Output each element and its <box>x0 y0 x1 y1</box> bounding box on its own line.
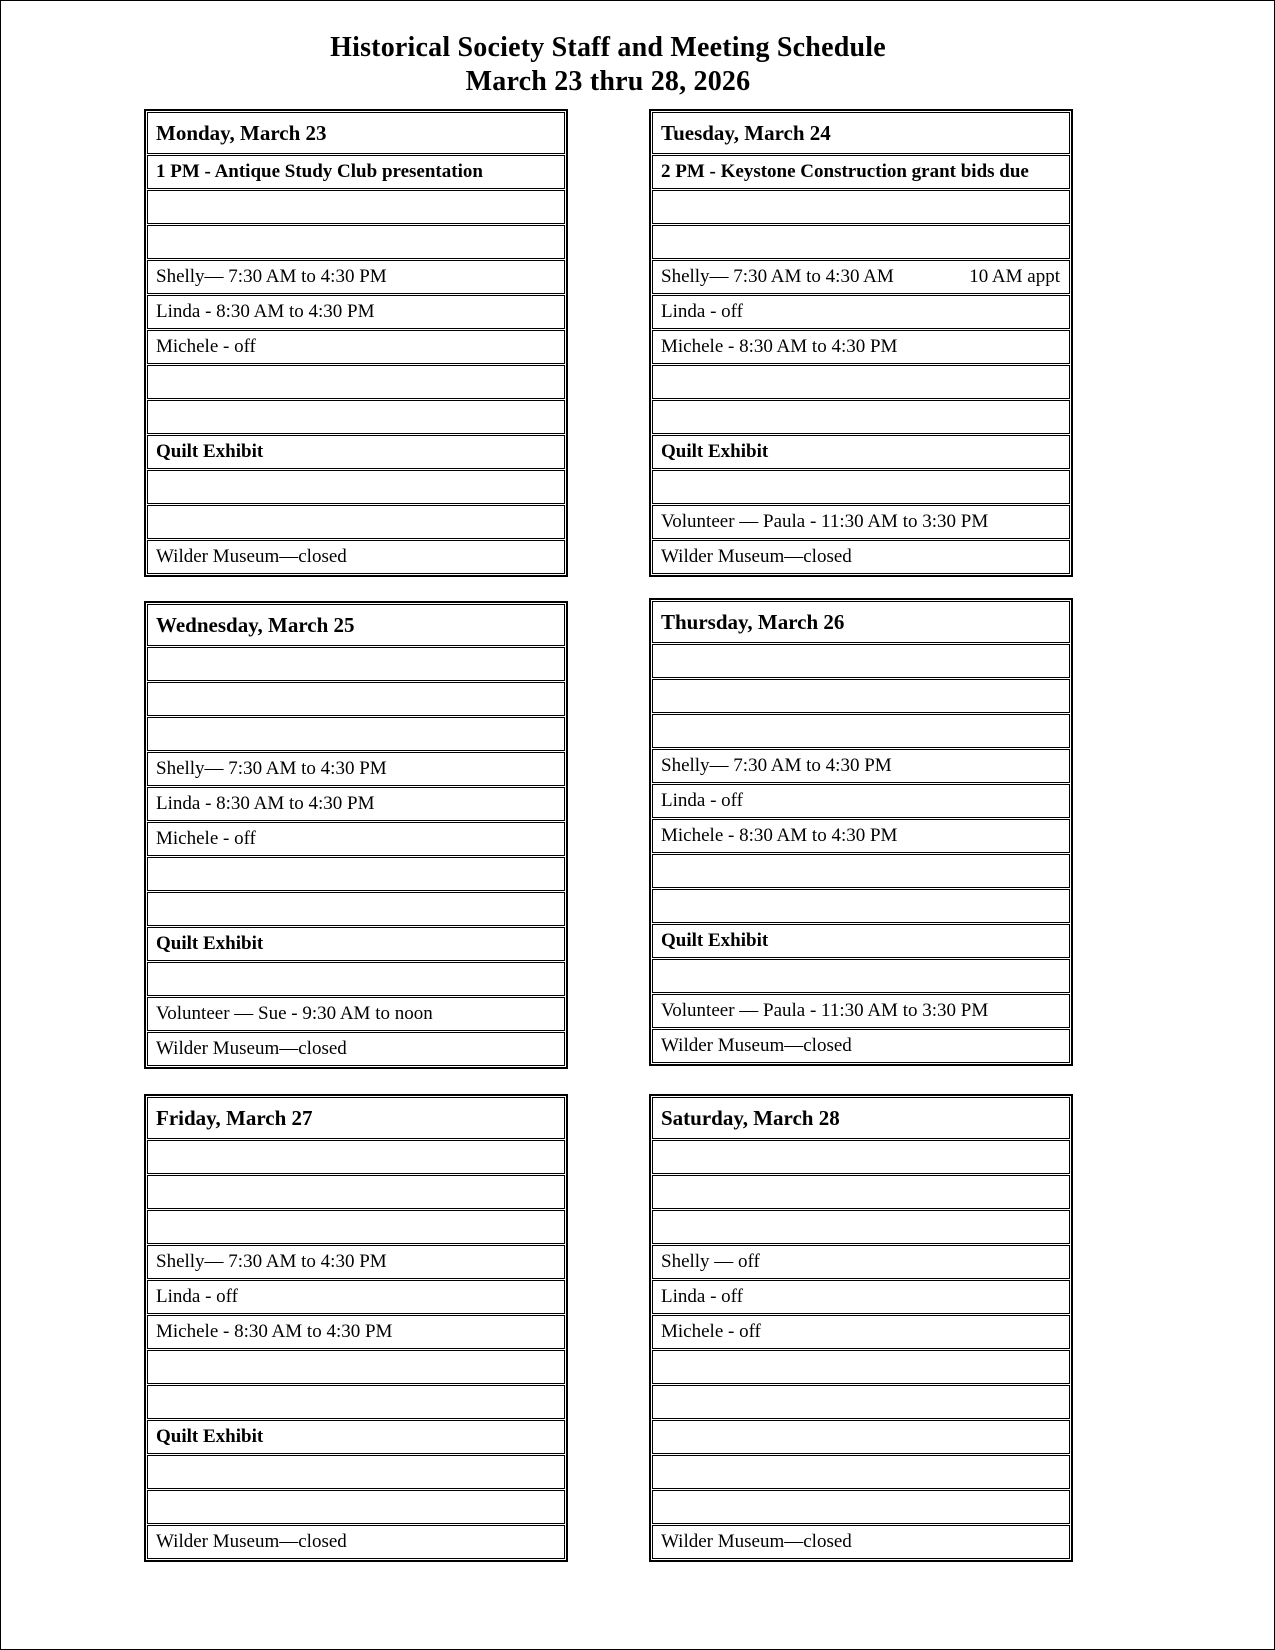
row-text: Quilt Exhibit <box>156 1426 264 1447</box>
row-text: Michele - 8:30 AM to 4:30 PM <box>661 336 898 357</box>
schedule-row <box>652 505 1070 539</box>
empty-row <box>147 400 565 434</box>
schedule-row <box>147 540 565 574</box>
schedule-row <box>652 435 1070 469</box>
empty-row <box>147 365 565 399</box>
empty-row <box>652 959 1070 993</box>
day-header-thursday: Thursday, March 26 <box>652 601 1070 643</box>
row-text: Michele - off <box>661 1321 761 1342</box>
empty-row <box>652 190 1070 224</box>
empty-row <box>652 1175 1070 1209</box>
empty-row <box>147 647 565 681</box>
empty-row <box>147 1175 565 1209</box>
day-box-monday <box>144 109 568 577</box>
schedule-row <box>652 1280 1070 1314</box>
row-text: 1 PM - Antique Study Club presentation <box>156 161 483 182</box>
empty-row <box>147 190 565 224</box>
empty-row <box>147 1455 565 1489</box>
empty-row <box>652 1455 1070 1489</box>
schedule-row <box>147 822 565 856</box>
row-text: 2 PM - Keystone Construction grant bids due <box>661 161 1029 182</box>
row-text: Linda - 8:30 AM to 4:30 PM <box>156 793 375 814</box>
schedule-row <box>652 784 1070 818</box>
empty-row <box>652 225 1070 259</box>
schedule-row <box>652 819 1070 853</box>
empty-row <box>147 470 565 504</box>
schedule-row <box>147 752 565 786</box>
schedule-row <box>147 435 565 469</box>
empty-row <box>652 854 1070 888</box>
schedule-row <box>147 155 565 189</box>
day-header-monday: Monday, March 23 <box>147 112 565 154</box>
empty-row <box>147 1350 565 1384</box>
row-text: Michele - off <box>156 828 256 849</box>
schedule-row <box>652 330 1070 364</box>
empty-row <box>652 1385 1070 1419</box>
empty-row <box>147 1385 565 1419</box>
schedule-row <box>147 330 565 364</box>
empty-row <box>652 714 1070 748</box>
schedule-row <box>147 927 565 961</box>
empty-row <box>652 1140 1070 1174</box>
row-text: Linda - off <box>661 1286 743 1307</box>
day-box-thursday <box>649 598 1073 1066</box>
row-text: Shelly— 7:30 AM to 4:30 PM <box>156 266 387 287</box>
schedule-row <box>652 540 1070 574</box>
empty-row <box>147 505 565 539</box>
row-text: Shelly— 7:30 AM to 4:30 PM <box>156 758 387 779</box>
row-text: Michele - 8:30 AM to 4:30 PM <box>661 825 898 846</box>
empty-row <box>147 1210 565 1244</box>
schedule-row <box>652 994 1070 1028</box>
schedule-row <box>652 1315 1070 1349</box>
day-header-tuesday: Tuesday, March 24 <box>652 112 1070 154</box>
empty-row <box>147 1140 565 1174</box>
row-text: Wilder Museum—closed <box>661 1531 852 1552</box>
row-text: Wilder Museum—closed <box>661 546 852 567</box>
day-header-saturday: Saturday, March 28 <box>652 1097 1070 1139</box>
schedule-row <box>652 924 1070 958</box>
empty-row <box>652 679 1070 713</box>
row-text: Shelly— 7:30 AM to 4:30 AM <box>661 266 894 287</box>
row-text: Linda - 8:30 AM to 4:30 PM <box>156 301 375 322</box>
schedule-row <box>147 787 565 821</box>
empty-row <box>652 889 1070 923</box>
row-text: Shelly— 7:30 AM to 4:30 PM <box>156 1251 387 1272</box>
row-text: Quilt Exhibit <box>661 930 769 951</box>
empty-row <box>652 1350 1070 1384</box>
row-text: Quilt Exhibit <box>156 441 264 462</box>
row-text: Quilt Exhibit <box>661 441 769 462</box>
row-text: Michele - 8:30 AM to 4:30 PM <box>156 1321 393 1342</box>
empty-row <box>652 470 1070 504</box>
row-text: Linda - off <box>156 1286 238 1307</box>
empty-row <box>147 717 565 751</box>
schedule-row <box>147 1420 565 1454</box>
schedule-row <box>652 155 1070 189</box>
schedule-row <box>147 1032 565 1066</box>
schedule-row <box>147 260 565 294</box>
schedule-row <box>147 1315 565 1349</box>
row-text: Wilder Museum—closed <box>156 546 347 567</box>
empty-row <box>147 962 565 996</box>
row-text: Wilder Museum—closed <box>661 1035 852 1056</box>
row-text: Linda - off <box>661 301 743 322</box>
schedule-row <box>652 1029 1070 1063</box>
row-text: Michele - off <box>156 336 256 357</box>
empty-row <box>147 682 565 716</box>
schedule-row <box>652 260 1070 294</box>
row-text: Shelly— 7:30 AM to 4:30 PM <box>661 755 892 776</box>
row-text: Wilder Museum—closed <box>156 1038 347 1059</box>
schedule-row <box>652 295 1070 329</box>
day-header-wednesday: Wednesday, March 25 <box>147 604 565 646</box>
empty-row <box>652 400 1070 434</box>
row-right-note: 10 AM appt <box>969 266 1060 287</box>
schedule-row <box>147 997 565 1031</box>
row-text: Volunteer — Paula - 11:30 AM to 3:30 PM <box>661 511 989 532</box>
day-box-wednesday <box>144 601 568 1069</box>
schedule-row <box>147 295 565 329</box>
page-title: Historical Society Staff and Meeting Schedule <box>330 32 886 63</box>
empty-row <box>652 1420 1070 1454</box>
day-box-tuesday <box>649 109 1073 577</box>
row-text: Volunteer — Sue - 9:30 AM to noon <box>156 1003 433 1024</box>
schedule-row <box>147 1280 565 1314</box>
empty-row <box>147 1490 565 1524</box>
empty-row <box>147 857 565 891</box>
empty-row <box>652 644 1070 678</box>
day-box-saturday <box>649 1094 1073 1562</box>
empty-row <box>147 225 565 259</box>
page-subtitle: March 23 thru 28, 2026 <box>465 66 751 97</box>
schedule-row <box>652 1525 1070 1559</box>
schedule-row <box>147 1245 565 1279</box>
day-box-friday <box>144 1094 568 1562</box>
row-text: Quilt Exhibit <box>156 933 264 954</box>
empty-row <box>147 892 565 926</box>
empty-row <box>652 1210 1070 1244</box>
row-text: Shelly — off <box>661 1251 760 1272</box>
row-text: Volunteer — Paula - 11:30 AM to 3:30 PM <box>661 1000 989 1021</box>
row-text: Linda - off <box>661 790 743 811</box>
row-text: Wilder Museum—closed <box>156 1531 347 1552</box>
schedule-row <box>652 749 1070 783</box>
empty-row <box>652 365 1070 399</box>
day-header-friday: Friday, March 27 <box>147 1097 565 1139</box>
page-header <box>144 31 1072 99</box>
empty-row <box>652 1490 1070 1524</box>
schedule-row <box>652 1245 1070 1279</box>
schedule-row <box>147 1525 565 1559</box>
